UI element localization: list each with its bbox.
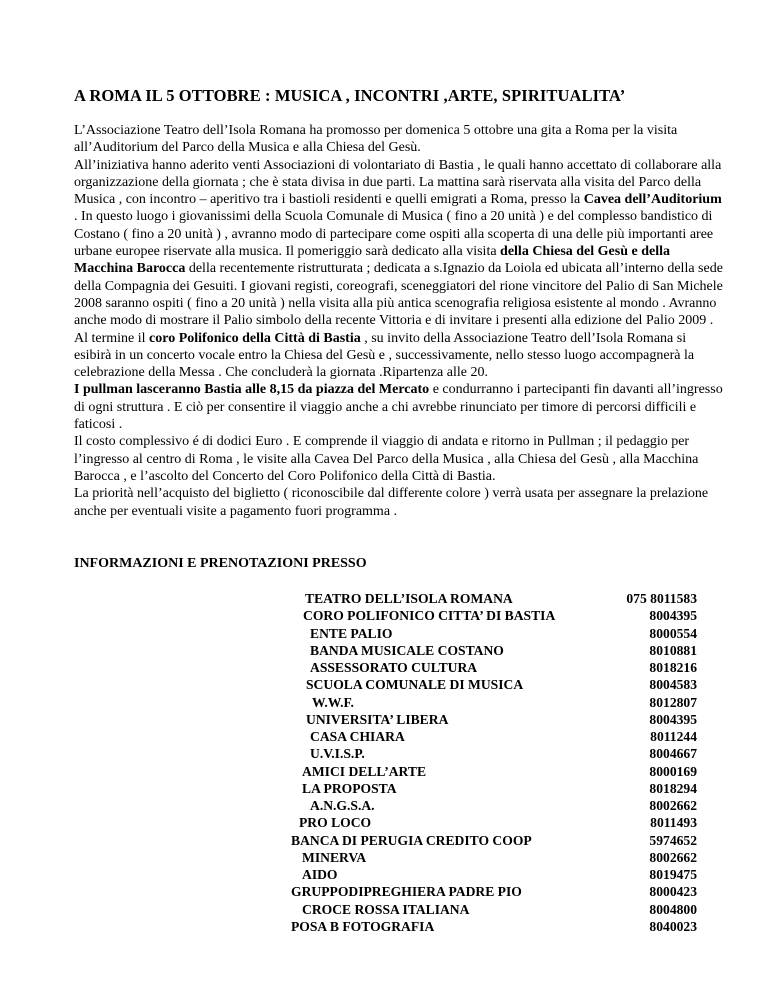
contact-phone: 8012807 (649, 694, 697, 710)
paragraph: All’iniziativa hanno aderito venti Associazioni di volontariato di Bastia , le quali hanno accettato di collaborare alla organizzazione della giornata ; che è stata divisa in due parti. La mattina sarà riservata alla visita del Parco della Musica , con incontro – aperitivo tra i bastioli residenti e quelli emigrati a Roma, presso la Cavea dell’Auditorium . In questo luogo i giovanissimi della Scuola Comunale di Musica ( fino a 20 unità ) e del complesso bandistico di Costano ( fino a 20 unità ) , avranno modo di partecipare come ospiti alla scoperta di una delle più importanti aree urbane europee riservate alla musica. Il pomeriggio sarà dedicato alla visita della Chiesa del Gesù e della Macchina Barocca della recentemente ristrutturata ; dedicata a s.Ignazio da Loiola ed ubicata all’interno della sede della Compagnia dei Gesuiti. I giovani registi, coreografi, sceneggiatori del rione vincitore del Palio di San Michele 2008 saranno ospiti ( fino a 20 unità ) nella visita alla più antica scenografia religiosa esistente al mondo . Avranno anche modo di mostrare il Palio simbolo della recente Vittoria e di invitare i presenti alla edizione del Palio 2009 . (74, 157, 723, 329)
contact-phone: 8011244 (650, 729, 697, 744)
contact-phone: 8002662 (649, 798, 697, 813)
contact-name: POSA B FOTOGRAFIA (291, 918, 435, 934)
contact-row (0, 918, 768, 935)
contact-phone: 8011493 (650, 815, 697, 831)
contact-row (0, 814, 768, 831)
contact-name: LA PROPOSTA (302, 780, 397, 796)
contact-name: ENTE PALIO (310, 625, 393, 641)
contact-row (0, 745, 768, 762)
contact-name: W.W.F. (312, 694, 354, 710)
contact-row (0, 849, 768, 866)
bold-text: I pullman lasceranno Bastia alle 8,15 da piazza del Mercato (74, 382, 430, 398)
contact-row (0, 625, 768, 642)
contact-phone: 8004395 (649, 711, 697, 727)
contact-phone: 8004395 (649, 608, 697, 624)
contact-phone: 8018294 (649, 780, 697, 796)
contact-name: SCUOLA COMUNALE DI MUSICA (306, 677, 524, 693)
body-text (74, 122, 724, 520)
contact-row (0, 659, 768, 676)
contact-phone: 8000423 (649, 884, 697, 900)
bold-text: Cavea dell’Auditorium (583, 192, 722, 208)
contact-phone: 8004583 (649, 677, 697, 693)
contact-phone: 8010881 (649, 642, 697, 658)
paragraph: Al termine il coro Polifonico della Città di Bastia , su invito della Associazione Teatro dell’Isola Romana si esibirà in un concerto vocale entro la Chiesa del Gesù e , successivamente, nello stesso luogo accompagnerà la celebrazione della Messa . Che concluderà la giornata .Ripartenza alle 20. (74, 330, 695, 381)
contact-name: CORO POLIFONICO CITTA’ DI BASTIA (303, 608, 556, 624)
contact-name: ASSESSORATO CULTURA (310, 660, 478, 675)
contact-row (0, 883, 768, 900)
contact-phone: 5974652 (649, 832, 697, 848)
contact-phone: 8018216 (649, 660, 697, 675)
contact-name: PRO LOCO (299, 815, 372, 831)
bold-text: della Chiesa del Gesù e della Macchina Barocca (74, 244, 670, 277)
contact-phone: 8019475 (649, 867, 697, 882)
info-heading: INFORMAZIONI E PRENOTAZIONI PRESSO (74, 556, 367, 571)
contact-name: A.N.G.S.A. (310, 798, 375, 813)
contact-row (0, 832, 768, 849)
contact-name: BANCA DI PERUGIA CREDITO COOP (291, 832, 532, 848)
contact-name: GRUPPODIPREGHIERA PADRE PIO (291, 884, 522, 900)
paragraph: Il costo complessivo é di dodici Euro . E comprende il viaggio di andata e ritorno in Pullman ; il pedaggio per l’ingresso al centro di Roma , le visite alla Cavea Del Parco della Musica , alla Chiesa del Gesù , alla Macchina Barocca , e l’ascolto del Concerto del Coro Polifonico della Città di Bastia. (74, 434, 699, 484)
contact-row (0, 607, 768, 624)
contact-name: UNIVERSITA’ LIBERA (306, 711, 449, 727)
paragraph: La priorità nell’acquisto del biglietto ( riconoscibile dal differente colore ) verrà usata per assegnare la prelazione anche per eventuali visite a pagamento fuori programma . (74, 486, 709, 519)
bold-text: coro Polifonico della Città di Bastia (149, 330, 361, 346)
contact-phone: 8002662 (649, 849, 697, 865)
contact-phone: 8040023 (649, 918, 697, 934)
contact-phone: 8004800 (649, 901, 697, 917)
contact-name: AIDO (302, 867, 338, 882)
contact-name: MINERVA (302, 849, 367, 865)
contact-name: BANDA MUSICALE COSTANO (310, 642, 504, 658)
contact-row (0, 780, 768, 797)
contact-phone: 8000554 (649, 625, 697, 641)
paragraph: L’Associazione Teatro dell’Isola Romana ha promosso per domenica 5 ottobre una gita a Roma per la visita all’Auditorium del Parco della Musica e alla Chiesa del Gesù. (74, 123, 678, 156)
contact-name: CASA CHIARA (310, 729, 405, 744)
contact-row (0, 694, 768, 711)
document-title: A ROMA IL 5 OTTOBRE : MUSICA , INCONTRI ,ARTE, SPIRITUALITA’ (74, 86, 626, 105)
contact-phone: 075 8011583 (626, 591, 697, 606)
contact-name: AMICI DELL’ARTE (302, 763, 427, 779)
contact-row (0, 797, 768, 814)
contact-row (0, 642, 768, 659)
contact-row (0, 763, 768, 780)
contact-row (0, 866, 768, 883)
contact-phone: 8000169 (649, 763, 697, 779)
contact-row (0, 901, 768, 918)
contact-row (0, 728, 768, 745)
contact-row (0, 590, 768, 607)
contact-name: TEATRO DELL’ISOLA ROMANA (305, 591, 513, 606)
contact-name: U.V.I.S.P. (310, 746, 365, 762)
paragraph: I pullman lasceranno Bastia alle 8,15 da piazza del Mercato e condurranno i partecipanti fin davanti all’ingresso di ogni struttura . E ciò per consentire il viaggio anche a chi avrebbe rinunciato per timore di percorsi difficili e faticosi . (74, 382, 723, 433)
contact-row (0, 711, 768, 728)
contact-name: CROCE ROSSA ITALIANA (302, 901, 470, 917)
contact-list (0, 590, 768, 935)
contact-phone: 8004667 (649, 746, 697, 762)
contact-row (0, 676, 768, 693)
